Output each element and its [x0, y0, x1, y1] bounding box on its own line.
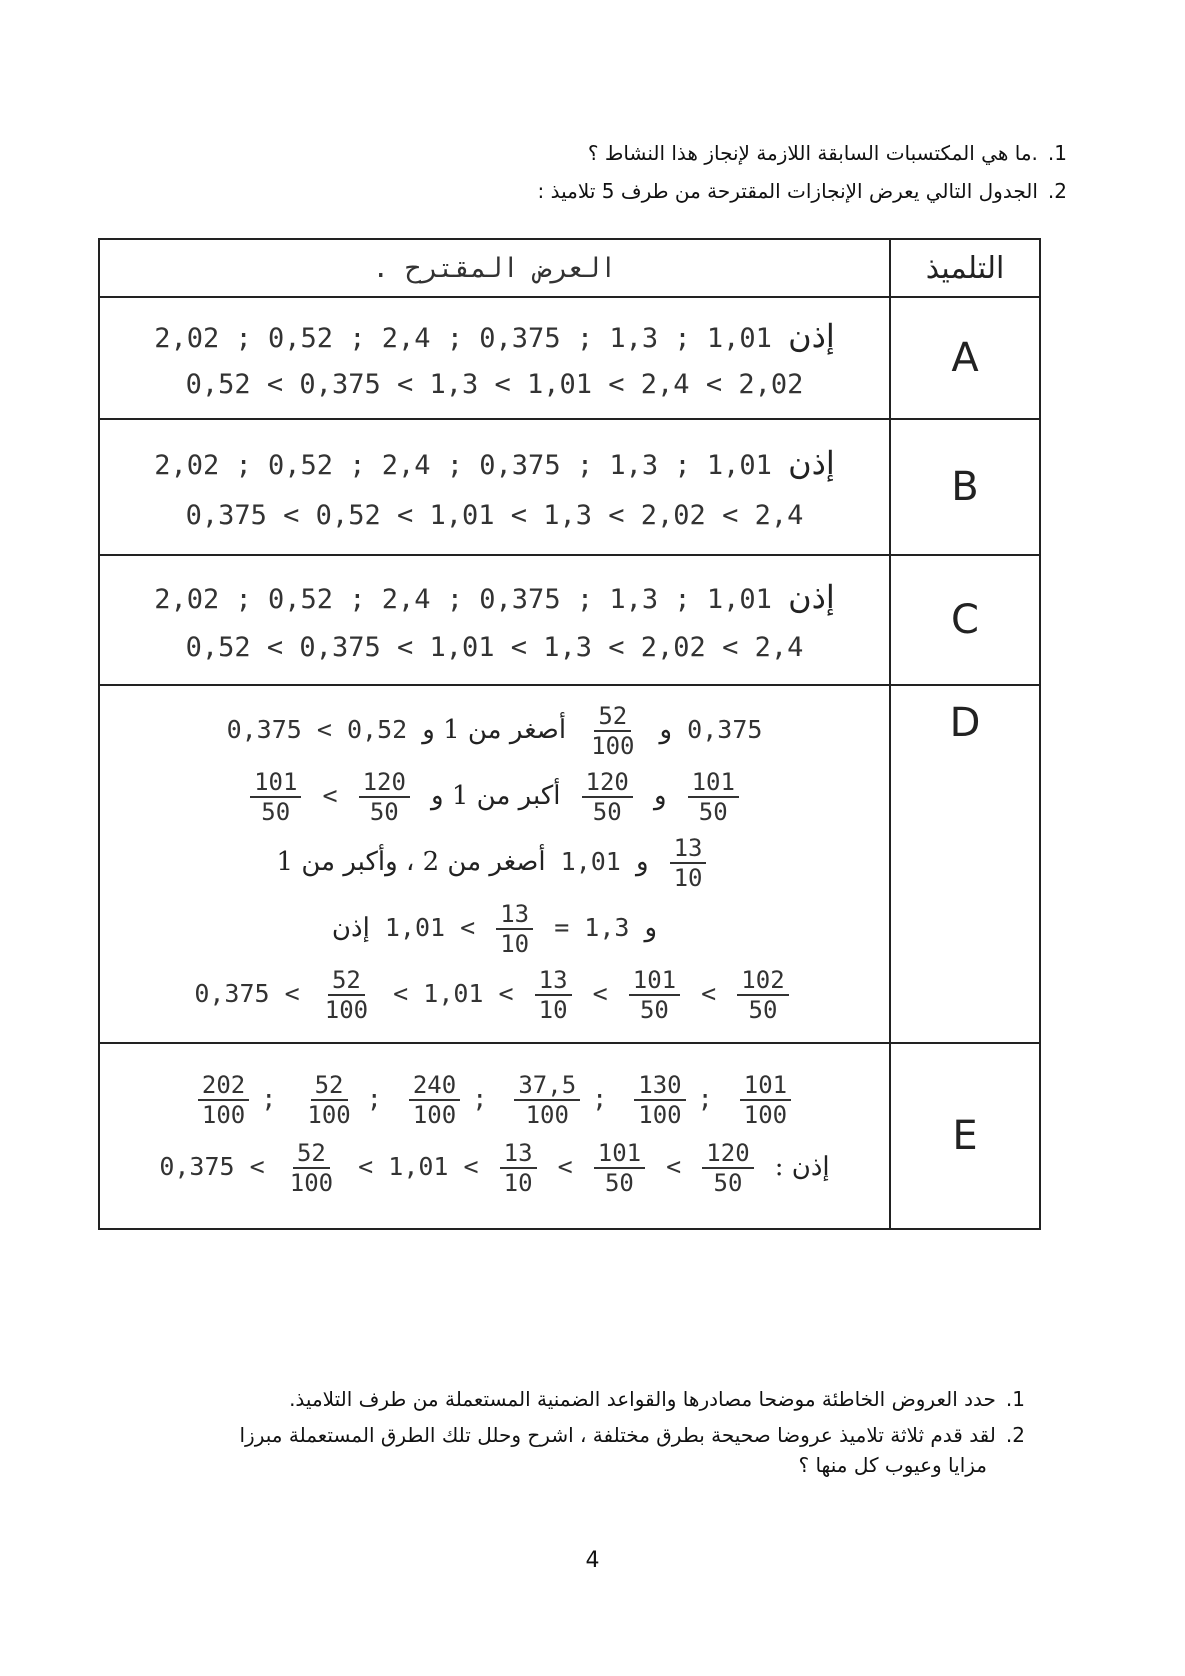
table-row [99, 419, 1040, 555]
table-row [99, 1043, 1040, 1229]
work-inequality: 0,375 < [194, 979, 300, 1008]
separator: ; [472, 1084, 488, 1113]
table-row [99, 685, 1040, 1043]
table-row [99, 555, 1040, 685]
work-cell-d [99, 685, 890, 1043]
question-number: 1. [1047, 141, 1067, 165]
fraction: $\frac{37,5}{100}$ [514, 1071, 580, 1129]
table-header-row [99, 239, 1040, 297]
work-words: أصغر من 2 ، وأكبر من 1 [276, 847, 546, 877]
work-line: 2,02 ; 0,52 ; 2,4 ; 0,375 ; 1,3 ; 1,01 [154, 449, 772, 481]
work-number: 1,01 [560, 847, 621, 876]
work-inequality: 0,375 < 0,52 [226, 715, 408, 744]
work-cell-e [99, 1043, 890, 1229]
work-cell-b [99, 419, 890, 555]
fraction: $\frac{120}{50}$ [359, 768, 410, 826]
question-text: الجدول التالي يعرض الإنجازات المقترحة من طرف 5 تلاميذ : [537, 179, 1038, 203]
fraction: $\frac{52}{100}$ [307, 1071, 351, 1129]
and-word: و [635, 847, 649, 877]
page-number: 4 [585, 1548, 600, 1573]
task-1 [289, 1384, 1025, 1414]
work-cell-a [99, 297, 890, 419]
student-label: C [890, 555, 1040, 685]
inequality-group [244, 768, 416, 826]
header-proposed-work: العرض المقترح . [99, 239, 890, 297]
fraction: $\frac{130}{100}$ [634, 1071, 685, 1129]
fraction: $\frac{101}{50}$ [250, 768, 301, 826]
question-number: 2. [1047, 179, 1067, 203]
fraction-list [100, 1071, 889, 1129]
therefore-word: : إذن [774, 1152, 830, 1182]
fraction: $\frac{52}{100}$ [324, 966, 369, 1024]
student-label: B [890, 419, 1040, 555]
separator: ; [261, 1084, 277, 1113]
work-words: أكبر من 1 و [431, 781, 561, 811]
work-cell-c [99, 555, 890, 685]
fraction: $\frac{101}{100}$ [740, 1071, 791, 1129]
task-number: 1. [1005, 1387, 1025, 1411]
student-label: D [890, 685, 1040, 1043]
less-than: < [666, 1152, 682, 1181]
less-than: < [592, 979, 608, 1008]
less-than: < [701, 979, 717, 1008]
fraction: $\frac{13}{10}$ [670, 834, 707, 892]
question-text: .ما هي المكتسبات السابقة اللازمة لإنجاز هذا النشاط ؟ [587, 141, 1038, 165]
fraction: $\frac{101}{50}$ [629, 966, 680, 1024]
student-label: A [890, 297, 1040, 419]
fraction: $\frac{101}{50}$ [688, 768, 739, 826]
fraction: $\frac{13}{10}$ [496, 900, 533, 958]
therefore-word: إذن [331, 913, 370, 943]
fraction: $\frac{13}{10}$ [535, 966, 572, 1024]
question-2 [538, 176, 1067, 206]
task-2 [145, 1420, 1025, 1480]
separator: ; [366, 1084, 382, 1113]
separator: ; [592, 1084, 608, 1113]
task-number: 2. [1005, 1423, 1025, 1447]
task-text: لقد قدم ثلاثة تلاميذ عروضا صحيحة بطرق مختلفة ، اشرح وحلل تلك الطرق المستعملة مبرزا [239, 1423, 996, 1447]
less-than: < [322, 781, 338, 810]
and-word: و [653, 781, 667, 811]
student-label: E [890, 1043, 1040, 1229]
work-equality: = 1,3 [554, 913, 630, 942]
fraction: $\frac{240}{100}$ [409, 1071, 460, 1129]
fraction: $\frac{102}{50}$ [737, 966, 788, 1024]
student-work-table [98, 238, 1041, 1230]
therefore-word: إذن [788, 577, 835, 616]
work-line: 0,52 < 0,375 < 1,01 < 1,3 < 2,02 < 2,4 [185, 631, 804, 663]
work-line: 2,02 ; 0,52 ; 2,4 ; 0,375 ; 1,3 ; 1,01 [154, 583, 772, 615]
header-student: التلميذ [890, 239, 1040, 297]
work-inequality: < 1,01 < [393, 979, 514, 1008]
task-text-continued: مزايا وعيوب كل منها ؟ [798, 1453, 987, 1477]
fraction: $\frac{52}{100}$ [591, 702, 635, 760]
fraction: $\frac{13}{10}$ [500, 1139, 537, 1197]
fraction: $\frac{202}{100}$ [198, 1071, 249, 1129]
work-line: 2,02 ; 0,52 ; 2,4 ; 0,375 ; 1,3 ; 1,01 [154, 322, 772, 354]
therefore-word: إذن [788, 443, 835, 482]
question-1 [588, 138, 1067, 168]
work-inequality: < 1,01 < [358, 1152, 479, 1181]
separator: ; [697, 1084, 713, 1113]
work-inequality: 0,375 < [159, 1152, 265, 1181]
table-row [99, 297, 1040, 419]
work-line: 0,52 < 0,375 < 1,3 < 1,01 < 2,4 < 2,02 [185, 368, 804, 400]
and-word: و [659, 715, 673, 745]
and-word: و [644, 913, 658, 943]
fraction: $\frac{120}{50}$ [582, 768, 633, 826]
therefore-word: إذن [788, 316, 835, 355]
inequality-group [385, 900, 630, 958]
fraction: $\frac{120}{50}$ [702, 1139, 753, 1197]
work-line: 0,375 < 0,52 < 1,01 < 1,3 < 2,02 < 2,4 [185, 499, 804, 531]
fraction: $\frac{101}{50}$ [594, 1139, 645, 1197]
task-text: حدد العروض الخاطئة موضحا مصادرها والقواعد الضمنية المستعملة من طرف التلاميذ. [289, 1387, 996, 1411]
work-number: 0,375 [687, 715, 763, 744]
less-than: < [557, 1152, 573, 1181]
fraction: $\frac{52}{100}$ [289, 1139, 334, 1197]
work-words: أصغر من 1 و [422, 715, 567, 745]
work-inequality: 1,01 < [384, 913, 476, 942]
